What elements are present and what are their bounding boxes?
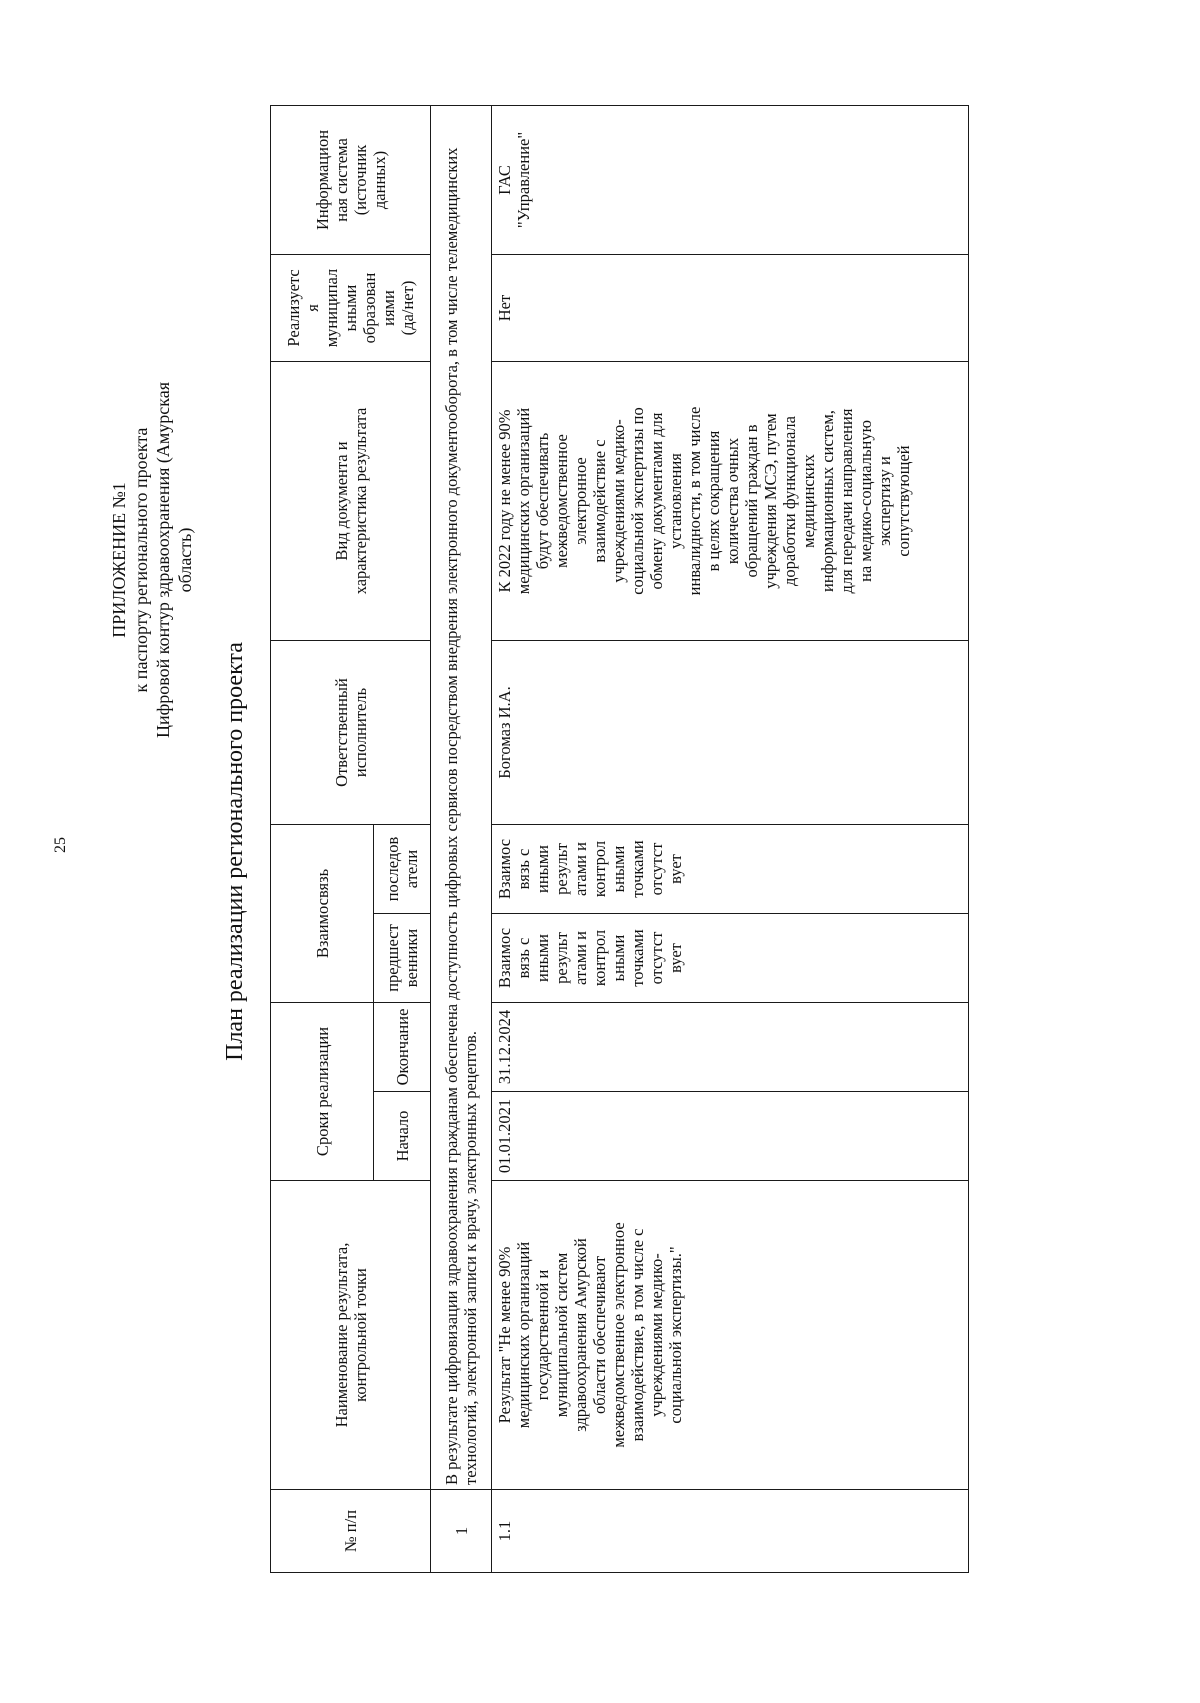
header-num: № п/п — [271, 1490, 431, 1573]
row-responsible: Богомаз И.А. — [492, 641, 969, 825]
row-end: 31.12.2024 — [492, 1003, 969, 1092]
row-name: Результат "Не менее 90% медицинских организаций государственной и муниципальной систем здравоохранения Амурской области обеспечивают межведомственное электронное взаимодействие, в том числе с учреждениями медико- социальной экспертизы." — [492, 1181, 969, 1490]
section-text: В результате цифровизации здравоохранения гражданам обеспечена доступность цифровых сервисов посредством внедрения электронного документооборота, в том числе телемедицинских технологий, электронной записи к врачу, электронных рецептов. — [431, 106, 492, 1490]
header-end: Окончание — [374, 1003, 431, 1092]
row-info: ГАС "Управление" — [492, 106, 969, 255]
row-municipal: Нет — [492, 255, 969, 362]
plan-table — [270, 105, 969, 1573]
header-dates: Сроки реализации — [271, 1003, 374, 1181]
header-doc: Вид документа и характеристика результата — [271, 362, 431, 641]
header-links: Взаимосвязь — [271, 825, 374, 1003]
appendix-header — [108, 330, 196, 790]
table-row — [492, 106, 969, 1573]
appendix-subtitle: к паспорту регионального проекта — [131, 427, 151, 693]
page-number: 25 — [52, 837, 69, 853]
row-next: Взаимос вязь с иными результ атами и контрол ьными точками отсутст вует — [492, 825, 969, 914]
header-next: последов атели — [374, 825, 431, 914]
appendix-project-name: Цифровой контур здравоохранения (Амурская область) — [153, 381, 195, 739]
header-info: Информацион ная система (источник данных) — [271, 106, 431, 255]
table-header-row — [271, 106, 374, 1573]
row-prev: Взаимос вязь с иными результ атами и контрол ьными точками отсутст вует — [492, 914, 969, 1003]
header-start: Начало — [374, 1092, 431, 1181]
header-prev: предшест венники — [374, 914, 431, 1003]
row-start: 01.01.2021 — [492, 1092, 969, 1181]
header-name: Наименование результата, контрольной точки — [271, 1181, 431, 1490]
section-row — [431, 106, 492, 1573]
appendix-title: ПРИЛОЖЕНИЕ №1 — [109, 482, 129, 638]
header-municipal: Реализуетс я муниципал ьными образован иями (да/нет) — [271, 255, 431, 362]
row-doc: К 2022 году не менее 90% медицинских организаций будут обеспечивать межведомственное электронное взаимодействие с учреждениями медико- социальной экспертизы по обмену документами для установления инвалидности, в том числе в целях сокращения количества очных обращений граждан в учреждения МСЭ, путем доработки функционала медицинских информационных систем, для передачи направления на медико-социальную экспертизу и сопутствующей — [492, 362, 969, 641]
plan-title: План реализации регионального проекта — [222, 642, 248, 1061]
row-num: 1.1 — [492, 1490, 969, 1573]
section-num: 1 — [431, 1490, 492, 1573]
header-responsible: Ответственный исполнитель — [271, 641, 431, 825]
